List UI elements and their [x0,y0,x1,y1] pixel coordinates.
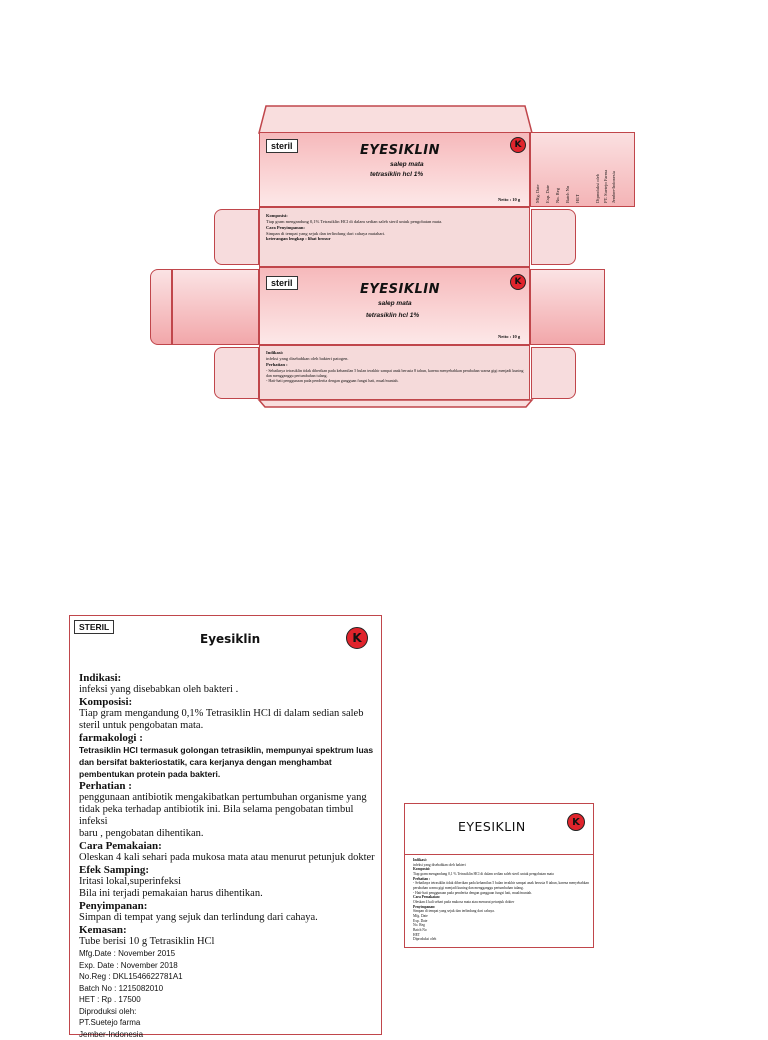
info-line: Exp. Date [413,919,589,924]
efek-text: Bila ini terjadi pemakaian harus dihentikan. [79,888,379,900]
info-line: No. Reg [413,923,589,928]
perhatian-text: - Hati-hati penggunaan pada penderita dengan gangguan fungsi hati, mual/muntah. [413,891,589,896]
pemakaian-title: Cara Pemakaian: [79,840,379,852]
brand-name: EYESIKLIN [360,143,440,158]
perhatian-text: tidak peka terhadap antibiotik ini. Bila selama pengobatan timbul infeksi [79,804,379,828]
perhatian-title: Perhatian : [266,362,528,368]
company-name: PT.Suetejo farma [79,1017,379,1029]
side-info-text: Mfg. Date [535,139,541,203]
penyimpanan-title: Cara Penyimpanan: [266,225,526,231]
info-line: HET [413,933,589,938]
perhatian-title: Perhatian : [79,780,379,792]
steril-label: steril [266,276,298,290]
company-city: Jember-Indonesia [79,1029,379,1040]
komposisi-text: steril untuk pengobatan mata. [79,720,379,732]
farmakologi-text: Tetrasiklin HCl termasuk golongan tetrasiklin, mempunyai spektrum luas [79,744,379,756]
info-line: Diproduksi oleh [413,937,589,942]
subtitle-2: tetrasiklin hcl 1% [366,312,419,320]
komposisi-title: Komposisi: [413,867,589,872]
penyimpanan-text: Simpan di tempat yang sejuk dan terlindung dari cahaya matahari. [266,231,526,237]
glue-flap-left [150,269,172,345]
k-logo-icon: K [510,274,526,290]
dust-flap-left-lower [214,347,259,399]
side-info-text: HET [575,139,581,203]
keterangan: keterangan lengkap : lihat brosur [266,236,526,242]
indikasi-title: Indikasi: [79,672,379,684]
subtitle-2: tetrasiklin hcl 1% [370,171,423,179]
komposisi-title: Komposisi: [79,696,379,708]
side-info-text: Exp. Date [545,139,551,203]
farmakologi-text: pembentukan protein pada bakteri. [79,768,379,780]
leaflet-brochure [69,615,382,1035]
side-info-text: No. Reg [555,139,561,203]
pemakaian-title: Cara Pemakaian: [413,895,589,900]
perhatian-text: - Hati-hati penggunaan pada penderita dengan gangguan fungsi hati, mual/muntah. [266,378,528,383]
pemakaian-text: Oleskan 4 kali sehari pada mukosa mata atau menurut petunjuk dokter [79,852,379,864]
indikasi-title: Indikasi: [413,858,589,863]
side-info-text: Batch No [565,139,571,203]
netto: Netto : 10 g [498,334,520,340]
het-price: HET : Rp . 17500 [79,994,379,1006]
front-face-2 [259,267,530,345]
side-panel-1 [530,132,635,207]
subtitle: salep mata [390,161,424,169]
penyimpanan-title: Penyimpanan: [413,905,589,910]
indikasi-text: infeksi yang disebabkan oleh bakteri [413,863,589,868]
leaflet-brand: Eyesiklin [200,632,260,646]
penyimpanan-text: Simpan di tempat yang sejuk dan terlindung dari cahaya. [413,909,589,914]
k-logo-icon: K [567,813,585,831]
dust-flap-right-upper [531,209,576,265]
indikasi-text: infeksi yang disebabkan oleh bakteri . [79,684,379,696]
exp-date: Exp. Date : November 2018 [79,960,379,972]
indikasi-text: infeksi yang disebabkan oleh bakteri patogen. [266,356,528,362]
perhatian-text: penggunaan antibiotik mengakibatkan pertumbuhan organisme yang [79,792,379,804]
pemakaian-text: Oleskan 4 kali sehari pada mukosa mata atau menurut petunjuk dokter [413,900,589,905]
perhatian-text: baru , pengobatan dihentikan. [79,828,379,840]
leaflet-steril-label: STERIL [74,620,114,634]
farmakologi-title: farmakologi : [79,732,379,744]
info-line: Mfg. Date [413,914,589,919]
farmakologi-text: dan bersifat bakteriostatik, cara kerjanya dengan menghambat [79,756,379,768]
steril-label: steril [266,139,298,153]
dust-flap-left-upper [214,209,259,265]
tube-body [413,858,589,942]
side-info-text: PT. Suetejo Farma [603,139,609,203]
panel-indications [259,345,530,400]
produced-by: Diproduksi oleh: [79,1006,379,1018]
indikasi-title: Indikasi: [266,350,528,356]
side-info-text: Diproduksi oleh [595,139,601,203]
leaflet-body [79,672,379,1040]
komposisi-text: Tiap gram mengandung 0,1 % Tetrasiklin HCl di dalam sedian saleb steril untuk pengobatan mata [413,872,589,877]
komposisi-title: Komposisi: [266,213,526,219]
registration-number: No.Reg : DKL1546622781A1 [79,971,379,983]
mfg-date: Mfg.Date : November 2015 [79,948,379,960]
tube-brand: EYESIKLIN [458,819,526,834]
kemasan-title: Kemasan: [79,924,379,936]
k-logo-icon: K [510,137,526,153]
penyimpanan-title: Penyimpanan: [79,900,379,912]
bottom-lid-flap [258,399,533,409]
panel-composition [259,207,530,267]
tube-divider [405,854,593,855]
batch-number: Batch No : 1215082010 [79,983,379,995]
penyimpanan-text: Simpan di tempat yang sejuk dan terlindung dari cahaya. [79,912,379,924]
perhatian-title: Perhatian : [413,877,589,882]
info-line: Batch No [413,928,589,933]
efek-title: Efek Samping: [79,864,379,876]
side-info-text: Jember-Indonesia [611,139,617,203]
k-logo-icon: K [346,627,368,649]
brand-name: EYESIKLIN [360,282,440,297]
komposisi-text: Tiap gram mengandung 0,1% Tetrasiklin HCl di dalam sedian saleb steril untuk pengobatan mata. [266,219,526,225]
dust-flap-right-lower [531,347,576,399]
kemasan-text: Tube berisi 10 g Tetrasiklin HCl [79,936,379,948]
komposisi-text: Tiap gram mengandung 0,1% Tetrasiklin HCl di dalam sedian saleb [79,708,379,720]
side-panel-left [172,269,259,345]
side-panel-right [530,269,605,345]
top-lid-flap [258,104,533,134]
perhatian-text: - Sebaiknya tetrasiklin tidak diberikan pada kehamilan 5 bulan terakhir sampai anak berusia 8 tahun, karena menyebabkan perubahan warna gigi menjadi kuning dan mengganggu pertumbuhan tulang. [413,881,589,890]
efek-text: Iritasi lokal,superinfeksi [79,876,379,888]
front-face-1 [259,132,530,207]
tube-label [404,803,594,948]
subtitle: salep mata [378,300,412,308]
netto: Netto : 10 g [498,197,520,203]
perhatian-text: - Sebaiknya tetrasiklin tidak diberikan pada kehamilan 5 bulan terakhir sampai anak berusia 8 tahun, karena menyebabkan perubahan warna gigi menjadi kuning dan mengganggu pertumbuhan tulang. [266,368,528,378]
